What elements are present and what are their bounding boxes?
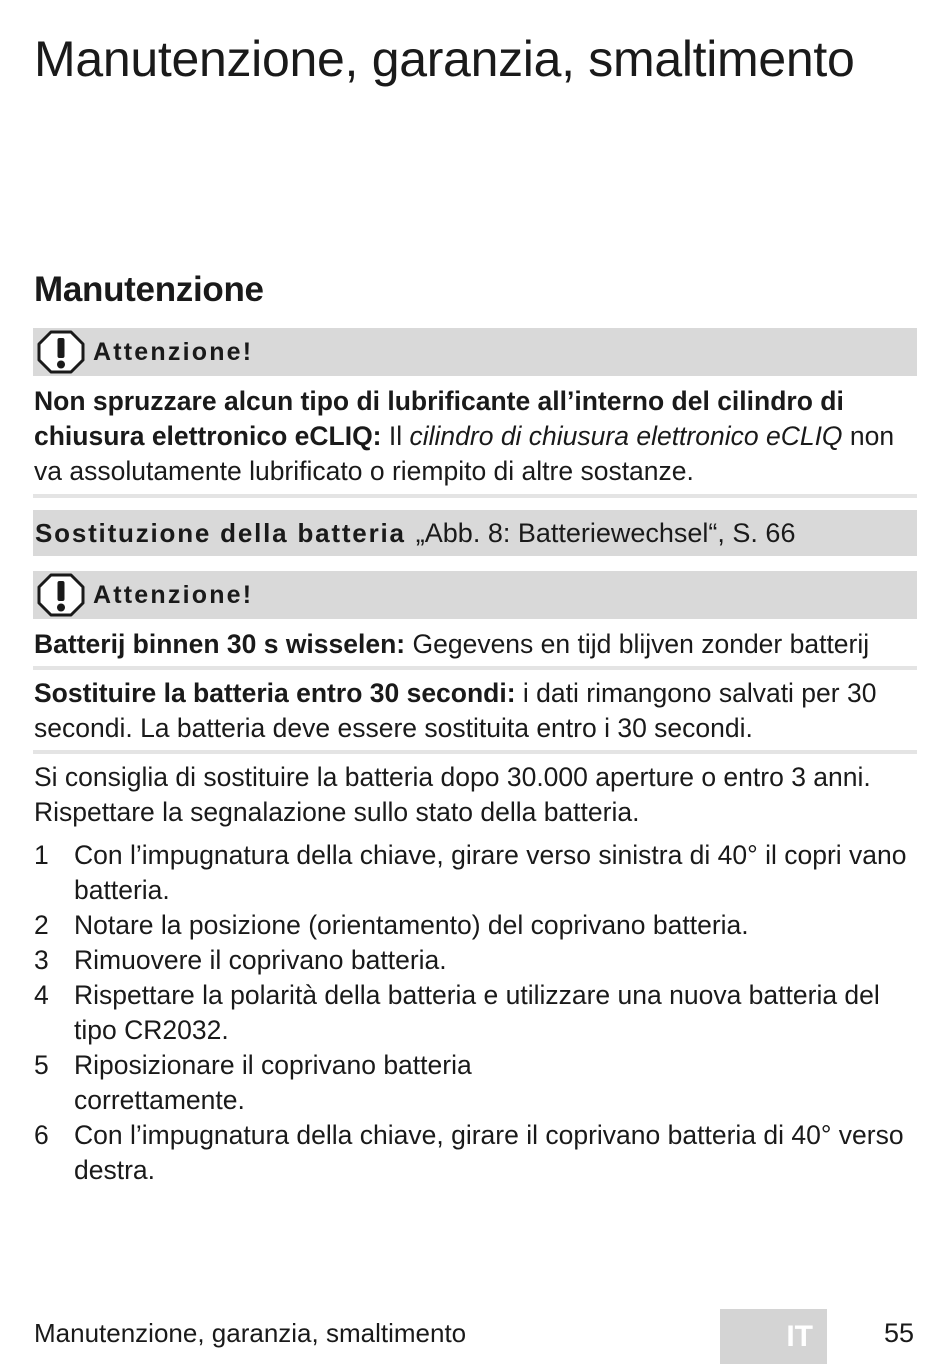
- battery-heading-bar: [33, 510, 917, 556]
- list-item: 4 Rispettare la polarità della batteria e utilizzare una nuova batteria del tipo CR2032.: [34, 980, 880, 1045]
- list-item: 1 Con l’impugnatura della chiave, girare verso sinistra di 40° il copri vano batteria.: [34, 840, 907, 905]
- warning-bar-battery: [33, 571, 917, 619]
- exclamation-warning-icon: [37, 330, 85, 374]
- battery-heading: Sostituzione della batteria: [35, 517, 406, 548]
- battery-note-text: Sostituire la batteria entro 30 secondi: i dati rimangono salvati per 30 secondi. La batteria deve essere sostituita entro i 30 secondi.: [34, 678, 877, 743]
- list-item: 6 Con l’impugnatura della chiave, girare il coprivano batteria di 40° verso destra.: [34, 1120, 904, 1185]
- lubricant-warning-text: Non spruzzare alcun tipo di lubrificante all’interno del cilindro di chiusura elettronico eCLIQ: Il cilindro di chiusura elettronico eCLIQ non va assolutamente lubrificato o riempito di altre sostanze.: [34, 386, 895, 486]
- list-item: 5 Riposizionare il coprivano batteria correttamente.: [34, 1050, 472, 1115]
- lubricant-warning-bold: Non spruzzare alcun tipo di lubrificante all’interno del cilindro di chiusura elettronico eCLIQ:: [34, 386, 844, 451]
- warning-bar-lubricant: [33, 328, 917, 376]
- page-number: 55: [884, 1318, 915, 1348]
- divider: [33, 666, 917, 670]
- battery-figure-reference: „Abb. 8: Batteriewechsel“, S. 66: [415, 517, 796, 548]
- exclamation-warning-icon: [37, 573, 85, 617]
- battery-steps-list: [34, 838, 918, 1188]
- list-item: 3 Rimuovere il coprivano batteria.: [34, 945, 447, 975]
- footer-section-title: Manutenzione, garanzia, smaltimento: [34, 1318, 467, 1348]
- section-heading-maintenance: Manutenzione: [34, 270, 264, 309]
- warning-label: Attenzione!: [93, 580, 254, 609]
- divider: [33, 494, 917, 498]
- warning-label: Attenzione!: [93, 337, 254, 366]
- language-badge: IT: [720, 1309, 827, 1364]
- battery-intro-text: Si consiglia di sostituire la batteria dopo 30.000 aperture o entro 3 anni. Rispettare la segnalazione sullo stato della batteria.: [34, 762, 871, 827]
- page-title: Manutenzione, garanzia, smaltimento: [34, 31, 855, 87]
- divider: [33, 750, 917, 754]
- list-item: 2 Notare la posizione (orientamento) del coprivano batteria.: [34, 910, 749, 940]
- battery-warning-text: Batterij binnen 30 s wisselen: Gegevens en tijd blijven zonder batterij: [34, 629, 870, 659]
- product-name-italic: cilindro di chiusura elettronico eCLIQ: [409, 421, 843, 451]
